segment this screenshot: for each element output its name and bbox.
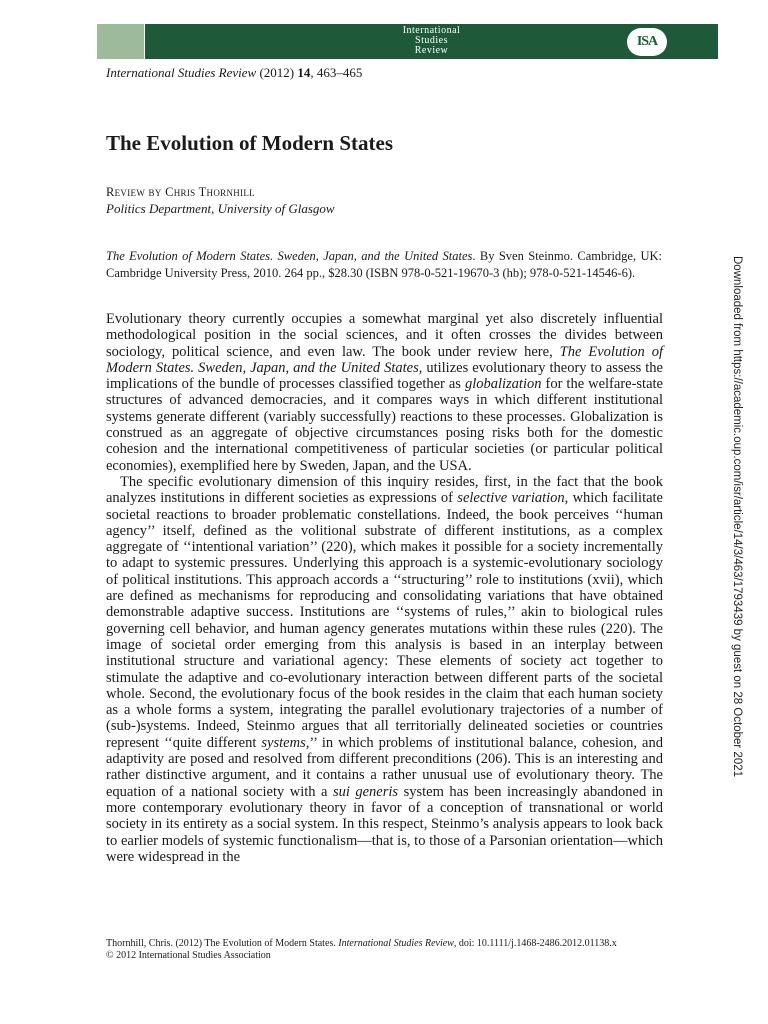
journal-name-line-1: International bbox=[402, 25, 461, 36]
isa-logo-text: ISA bbox=[636, 34, 658, 49]
p2-text-1: The specific evolutionary dimension of this inquiry resides, first, in the fact that the book analyzes institutions in different societies as expressions of bbox=[106, 473, 663, 507]
p1-text-1: Evolutionary theory currently occupies a somewhat marginal yet also discretely influential methodological position in the social sciences, and it often crosses the divides between sociology, political science, and even law. The book under review here, bbox=[106, 311, 663, 360]
p1-italic-book-title: The Evolution of Modern States. Sweden, Japan, and the United States, bbox=[106, 343, 663, 376]
p2-italic-selective-variation: selective variation, bbox=[457, 490, 569, 507]
p1-text-3: for the welfare-state structures of advanced democracies, and it compares ways in which different institutional systems generate different (variably successfully) reactions to these processes. Globalization is construed as an aggregate of objective circumstances posing risks both for the domestic cohesion and the international competitiveness of particular societies (or particular political economies), exemplified here by Sweden, Japan, and the USA. bbox=[106, 376, 663, 474]
download-watermark: Downloaded from https://academic.oup.com/isr/article/14/3/463/1793439 by guest on 28 October 2021 bbox=[731, 256, 743, 778]
footer-ref-journal: International Studies Review bbox=[338, 938, 454, 949]
citation-year: (2012) bbox=[259, 65, 295, 80]
p2-italic-systems: systems, bbox=[261, 734, 310, 751]
p2-text-2: which facilitate societal reactions to broader problematic constellations. Indeed, the book perceives ‘‘human agency’’ itself, defined as the volitional substrate of different institutions, as a complex aggregate of ‘‘intentional variation’’ (220), which makes it possible for a society incrementally to adapt to systemic pressures. Underlying this approach is a systemic-evolutionary sociology of political institutions. This approach accords a ‘‘structuring’’ role to institutions (xvii), which are defined as mechanisms for reproducing and consolidating variations that have obtained demonstrable adaptive success. Institutions are ‘‘systems of rules,’’ akin to biological rules governing cell behavior, and human agency generates mutations within these rules (220). The image of societal order emerging from this analysis is based in an interplay between institutional structure and variational agency: These elements of society act together to stimulate the adaptive and co-evolutionary interaction between different parts of the societal whole. Second, the evolutionary focus of the book resides in the claim that each human society as a whole forms a system, integrating the parallel evolutionary trajectories of a number of (sub-)systems. Indeed, Steinmo argues that all territorially delineated societies or countries represent ‘‘quite different bbox=[106, 490, 663, 751]
author-affiliation: Politics Department, University of Glasgow bbox=[106, 201, 335, 216]
citation-volume: 14 bbox=[297, 65, 311, 80]
citation-journal: International Studies Review bbox=[106, 65, 257, 80]
book-details: . By Sven Steinmo. Cambridge, UK: Cambridge University Press, 2010. 264 pp., $28.30 (ISBN 978-0-521-19670-3 (hb); 978-0-521-14546-6). bbox=[106, 249, 662, 280]
p1-text-2: utilizes evolutionary theory to assess the implications of the bundle of processes classified together as bbox=[106, 359, 663, 393]
journal-name-line-3: Review bbox=[414, 45, 449, 56]
p2-italic-sui-generis: sui generis bbox=[332, 783, 399, 800]
journal-name-line-2: Studies bbox=[415, 35, 448, 46]
footer-ref-doi: , doi: 10.1111/j.1468-2486.2012.01138.x bbox=[453, 938, 617, 949]
p2-text-3: ’’ in which problems of institutional balance, cohesion, and adaptivity are posed and resolved from different preconditions (206). This is an interesting and rather distinctive argument, and it contains a rather unusual use of evolutionary theory. The equation of a national society with a bbox=[106, 734, 663, 800]
body-paragraph-1 bbox=[106, 311, 663, 474]
article-body bbox=[106, 311, 663, 865]
article-title: The Evolution of Modern States bbox=[106, 131, 394, 155]
body-paragraph-2 bbox=[106, 474, 663, 865]
citation-pages: , 463–465 bbox=[310, 65, 363, 80]
journal-masthead bbox=[97, 24, 671, 59]
masthead-light-band bbox=[97, 24, 144, 59]
p2-text-4: system has been increasingly abandoned in more contemporary evolutionary theory in favor of a conception of transnational or world society in its entirety as a social system. In this respect, Steinmo’s analysis appears to look back to earlier models of systemic functionalism—that is, to those of a Parsonian orientation—which were widespread in the bbox=[106, 783, 663, 865]
footer-copyright: © 2012 International Studies Association bbox=[106, 950, 271, 961]
isa-logo bbox=[627, 28, 667, 56]
p1-italic-globalization: globalization bbox=[464, 376, 542, 393]
journal-citation bbox=[106, 65, 362, 81]
book-title: The Evolution of Modern States. Sweden, Japan, and the United States bbox=[106, 249, 473, 263]
review-byline: Review by Chris Thornhill bbox=[106, 185, 255, 199]
page-footer bbox=[106, 938, 666, 962]
footer-ref-prefix: Thornhill, Chris. (2012) The Evolution of Modern States. bbox=[106, 938, 339, 949]
book-reference bbox=[106, 248, 662, 282]
footer-reference bbox=[106, 938, 666, 950]
